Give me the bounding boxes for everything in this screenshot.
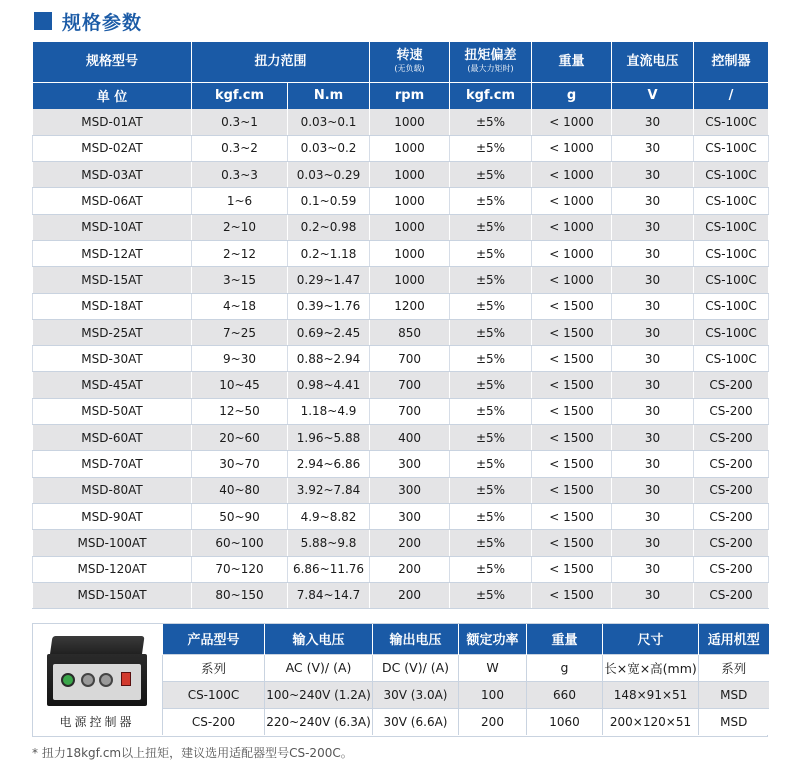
table-cell: 60~100 <box>192 530 288 556</box>
ctrl-unit-cell: W <box>459 654 527 681</box>
table-row <box>33 372 769 398</box>
table-row <box>33 214 769 240</box>
unit-cell: kgf.cm <box>450 82 532 109</box>
header-speed-label: 转速 <box>396 48 423 64</box>
table-cell: ±5% <box>450 582 532 608</box>
ctrl-cell: MSD <box>699 708 769 735</box>
table-cell: MSD-01AT <box>33 109 192 135</box>
table-cell: 0.29~1.47 <box>288 267 370 293</box>
table-cell: CS-100C <box>694 293 769 319</box>
table-cell: 30 <box>612 319 694 345</box>
table-cell: 30 <box>612 214 694 240</box>
controller-photo <box>33 624 161 736</box>
table-cell: MSD-12AT <box>33 240 192 266</box>
table-cell: ±5% <box>450 503 532 529</box>
table-cell: MSD-25AT <box>33 319 192 345</box>
table-row <box>33 109 769 135</box>
table-cell: 300 <box>370 503 450 529</box>
table-row <box>33 425 769 451</box>
ctrl-cell: MSD <box>699 681 769 708</box>
spec-unit-row <box>33 82 769 109</box>
controller-row <box>163 708 769 735</box>
table-cell: 400 <box>370 425 450 451</box>
table-cell: CS-100C <box>694 109 769 135</box>
table-cell: ±5% <box>450 319 532 345</box>
table-cell: MSD-30AT <box>33 346 192 372</box>
table-row <box>33 503 769 529</box>
table-cell: 850 <box>370 319 450 345</box>
table-cell: < 1000 <box>532 109 612 135</box>
ctrl-cell: 200 <box>459 708 527 735</box>
table-cell: CS-100C <box>694 240 769 266</box>
table-cell: 7~25 <box>192 319 288 345</box>
table-cell: 7.84~14.7 <box>288 582 370 608</box>
table-cell: < 1000 <box>532 214 612 240</box>
ctrl-unit-cell: AC (V)/ (A) <box>265 654 373 681</box>
table-cell: 1000 <box>370 162 450 188</box>
table-cell: ±5% <box>450 135 532 161</box>
table-cell: 0.69~2.45 <box>288 319 370 345</box>
table-cell: CS-100C <box>694 214 769 240</box>
power-controller-icon <box>45 634 149 708</box>
controller-unit-row <box>163 654 769 681</box>
table-cell: 30 <box>612 530 694 556</box>
table-cell: 30 <box>612 162 694 188</box>
controller-header-row <box>163 624 769 654</box>
footnote: * 扭力18kgf.cm以上扭矩，建议选用适配器型号CS-200C。 <box>32 746 353 760</box>
table-cell: 0.3~2 <box>192 135 288 161</box>
table-cell: 30 <box>612 109 694 135</box>
ctrl-unit-cell: DC (V)/ (A) <box>373 654 459 681</box>
photo-caption: 电源控制器 <box>59 715 135 729</box>
table-cell: < 1500 <box>532 556 612 582</box>
table-cell: 40~80 <box>192 477 288 503</box>
table-cell: CS-200 <box>694 477 769 503</box>
table-cell: MSD-100AT <box>33 530 192 556</box>
table-cell: 1000 <box>370 214 450 240</box>
ctrl-unit-cell: 长×宽×高(mm) <box>603 654 699 681</box>
controller-row <box>163 681 769 708</box>
header-speed-sub: (无负载) <box>394 64 425 74</box>
table-cell: 4.9~8.82 <box>288 503 370 529</box>
table-cell: 0.03~0.2 <box>288 135 370 161</box>
table-cell: 5.88~9.8 <box>288 530 370 556</box>
table-cell: < 1500 <box>532 503 612 529</box>
table-cell: ±5% <box>450 240 532 266</box>
table-cell: < 1000 <box>532 267 612 293</box>
ctrl-cell: 30V (3.0A) <box>373 681 459 708</box>
table-cell: 1000 <box>370 109 450 135</box>
table-cell: ±5% <box>450 109 532 135</box>
table-cell: 70~120 <box>192 556 288 582</box>
ctrl-cell: 220~240V (6.3A) <box>265 708 373 735</box>
table-cell: < 1000 <box>532 135 612 161</box>
ctrl-header-output: 输出电压 <box>373 624 459 654</box>
header-controller: 控制器 <box>694 42 769 82</box>
table-cell: 2.94~6.86 <box>288 451 370 477</box>
table-cell: MSD-150AT <box>33 582 192 608</box>
table-cell: 200 <box>370 556 450 582</box>
table-cell: MSD-120AT <box>33 556 192 582</box>
table-cell: ±5% <box>450 346 532 372</box>
table-cell: < 1500 <box>532 293 612 319</box>
spec-header-row <box>33 42 769 82</box>
table-cell: 50~90 <box>192 503 288 529</box>
table-cell: 30 <box>612 267 694 293</box>
unit-cell: 单 位 <box>33 82 192 109</box>
ctrl-cell: 100 <box>459 681 527 708</box>
table-cell: ±5% <box>450 398 532 424</box>
unit-cell: rpm <box>370 82 450 109</box>
table-row <box>33 319 769 345</box>
table-cell: 30 <box>612 425 694 451</box>
spec-table <box>32 42 769 609</box>
ctrl-cell: CS-200 <box>163 708 265 735</box>
table-cell: 2~12 <box>192 240 288 266</box>
page-title: 规格参数 <box>62 11 143 34</box>
ctrl-cell: 660 <box>527 681 603 708</box>
table-cell: 4~18 <box>192 293 288 319</box>
table-cell: MSD-10AT <box>33 214 192 240</box>
header-weight: 重量 <box>532 42 612 82</box>
ctrl-cell: 200×120×51 <box>603 708 699 735</box>
table-cell: 300 <box>370 477 450 503</box>
table-row <box>33 451 769 477</box>
table-cell: 9~30 <box>192 346 288 372</box>
table-cell: MSD-45AT <box>33 372 192 398</box>
connector-icon <box>99 673 113 687</box>
table-row <box>33 582 769 608</box>
table-cell: ±5% <box>450 214 532 240</box>
ctrl-header-size: 尺寸 <box>603 624 699 654</box>
ctrl-cell: 148×91×51 <box>603 681 699 708</box>
table-cell: 6.86~11.76 <box>288 556 370 582</box>
table-cell: 0.39~1.76 <box>288 293 370 319</box>
table-cell: 700 <box>370 346 450 372</box>
table-cell: 30 <box>612 398 694 424</box>
header-deviation-label: 扭矩偏差 <box>464 48 517 64</box>
table-cell: CS-200 <box>694 556 769 582</box>
unit-cell: kgf.cm <box>192 82 288 109</box>
table-cell: MSD-70AT <box>33 451 192 477</box>
spec-body <box>33 109 769 609</box>
table-cell: 1000 <box>370 135 450 161</box>
table-cell: 30 <box>612 582 694 608</box>
table-cell: CS-200 <box>694 530 769 556</box>
table-cell: ±5% <box>450 267 532 293</box>
table-row <box>33 398 769 424</box>
table-cell: 0.2~1.18 <box>288 240 370 266</box>
table-cell: 0.2~0.98 <box>288 214 370 240</box>
table-cell: 0.3~1 <box>192 109 288 135</box>
table-row <box>33 135 769 161</box>
table-cell: CS-200 <box>694 372 769 398</box>
table-cell: < 1500 <box>532 346 612 372</box>
table-cell: 80~150 <box>192 582 288 608</box>
controller-block <box>32 623 768 737</box>
table-cell: ±5% <box>450 372 532 398</box>
table-cell: 1200 <box>370 293 450 319</box>
ctrl-unit-cell: 系列 <box>163 654 265 681</box>
table-cell: CS-200 <box>694 398 769 424</box>
header-torque-range: 扭力范围 <box>192 42 370 82</box>
table-cell: < 1500 <box>532 477 612 503</box>
ctrl-unit-cell: g <box>527 654 603 681</box>
table-cell: < 1500 <box>532 398 612 424</box>
table-cell: 30 <box>612 346 694 372</box>
table-cell: CS-100C <box>694 188 769 214</box>
ctrl-header-fit: 适用机型 <box>699 624 769 654</box>
table-cell: ±5% <box>450 425 532 451</box>
table-cell: 300 <box>370 451 450 477</box>
green-knob-icon <box>61 673 75 687</box>
connector-icon <box>81 673 95 687</box>
table-cell: CS-200 <box>694 451 769 477</box>
table-cell: 30 <box>612 188 694 214</box>
table-row <box>33 162 769 188</box>
table-cell: < 1500 <box>532 319 612 345</box>
table-cell: CS-100C <box>694 267 769 293</box>
table-cell: 200 <box>370 582 450 608</box>
ctrl-header-weight: 重量 <box>527 624 603 654</box>
table-cell: 1.96~5.88 <box>288 425 370 451</box>
ctrl-header-input: 输入电压 <box>265 624 373 654</box>
table-cell: 12~50 <box>192 398 288 424</box>
table-cell: 0.3~3 <box>192 162 288 188</box>
table-cell: 0.03~0.29 <box>288 162 370 188</box>
table-cell: 1000 <box>370 267 450 293</box>
header-deviation-sub: (最大力矩时) <box>467 64 514 74</box>
table-cell: 0.88~2.94 <box>288 346 370 372</box>
table-cell: 20~60 <box>192 425 288 451</box>
header-speed <box>370 42 450 82</box>
table-cell: MSD-60AT <box>33 425 192 451</box>
table-cell: 200 <box>370 530 450 556</box>
table-cell: 30 <box>612 503 694 529</box>
table-cell: CS-100C <box>694 346 769 372</box>
table-cell: MSD-02AT <box>33 135 192 161</box>
table-cell: ±5% <box>450 293 532 319</box>
table-cell: MSD-03AT <box>33 162 192 188</box>
ctrl-header-power: 额定功率 <box>459 624 527 654</box>
table-cell: 0.03~0.1 <box>288 109 370 135</box>
table-cell: < 1500 <box>532 372 612 398</box>
table-cell: 10~45 <box>192 372 288 398</box>
header-voltage: 直流电压 <box>612 42 694 82</box>
table-cell: CS-200 <box>694 582 769 608</box>
table-cell: < 1500 <box>532 425 612 451</box>
table-cell: CS-200 <box>694 503 769 529</box>
table-cell: 0.98~4.41 <box>288 372 370 398</box>
table-cell: 30 <box>612 477 694 503</box>
table-cell: 0.1~0.59 <box>288 188 370 214</box>
table-cell: 30~70 <box>192 451 288 477</box>
table-cell: CS-100C <box>694 135 769 161</box>
table-cell: 700 <box>370 398 450 424</box>
ctrl-unit-cell: 系列 <box>699 654 769 681</box>
ctrl-cell: 30V (6.6A) <box>373 708 459 735</box>
table-cell: ±5% <box>450 556 532 582</box>
table-row <box>33 188 769 214</box>
table-cell: CS-200 <box>694 425 769 451</box>
table-cell: 1000 <box>370 188 450 214</box>
table-cell: MSD-90AT <box>33 503 192 529</box>
table-cell: ±5% <box>450 477 532 503</box>
table-cell: < 1500 <box>532 530 612 556</box>
table-cell: < 1000 <box>532 188 612 214</box>
table-cell: 2~10 <box>192 214 288 240</box>
table-cell: MSD-15AT <box>33 267 192 293</box>
title-square-icon <box>34 12 52 30</box>
unit-cell: N.m <box>288 82 370 109</box>
ctrl-cell: 100~240V (1.2A) <box>265 681 373 708</box>
table-cell: 30 <box>612 293 694 319</box>
ctrl-cell: 1060 <box>527 708 603 735</box>
table-cell: 30 <box>612 240 694 266</box>
table-cell: 700 <box>370 372 450 398</box>
table-cell: ±5% <box>450 451 532 477</box>
table-row <box>33 293 769 319</box>
controller-table <box>162 624 769 735</box>
table-row <box>33 346 769 372</box>
table-cell: 1~6 <box>192 188 288 214</box>
power-switch-icon <box>121 672 131 686</box>
ctrl-cell: CS-100C <box>163 681 265 708</box>
table-cell: 3.92~7.84 <box>288 477 370 503</box>
table-row <box>33 556 769 582</box>
table-cell: 30 <box>612 556 694 582</box>
table-cell: 3~15 <box>192 267 288 293</box>
table-cell: < 1000 <box>532 240 612 266</box>
header-deviation <box>450 42 532 82</box>
table-cell: MSD-18AT <box>33 293 192 319</box>
table-cell: 30 <box>612 451 694 477</box>
table-cell: < 1500 <box>532 451 612 477</box>
ctrl-header-model: 产品型号 <box>163 624 265 654</box>
table-cell: 1.18~4.9 <box>288 398 370 424</box>
table-row <box>33 267 769 293</box>
table-cell: < 1000 <box>532 162 612 188</box>
table-cell: 30 <box>612 135 694 161</box>
table-row <box>33 477 769 503</box>
table-cell: 30 <box>612 372 694 398</box>
table-cell: ±5% <box>450 162 532 188</box>
table-cell: ±5% <box>450 530 532 556</box>
table-cell: < 1500 <box>532 582 612 608</box>
unit-cell: g <box>532 82 612 109</box>
table-cell: ±5% <box>450 188 532 214</box>
table-row <box>33 240 769 266</box>
section-title <box>34 8 142 34</box>
table-cell: CS-100C <box>694 319 769 345</box>
unit-cell: / <box>694 82 769 109</box>
table-cell: 1000 <box>370 240 450 266</box>
table-cell: CS-100C <box>694 162 769 188</box>
table-cell: MSD-80AT <box>33 477 192 503</box>
unit-cell: V <box>612 82 694 109</box>
table-row <box>33 530 769 556</box>
table-cell: MSD-50AT <box>33 398 192 424</box>
table-cell: MSD-06AT <box>33 188 192 214</box>
header-model: 规格型号 <box>33 42 192 82</box>
